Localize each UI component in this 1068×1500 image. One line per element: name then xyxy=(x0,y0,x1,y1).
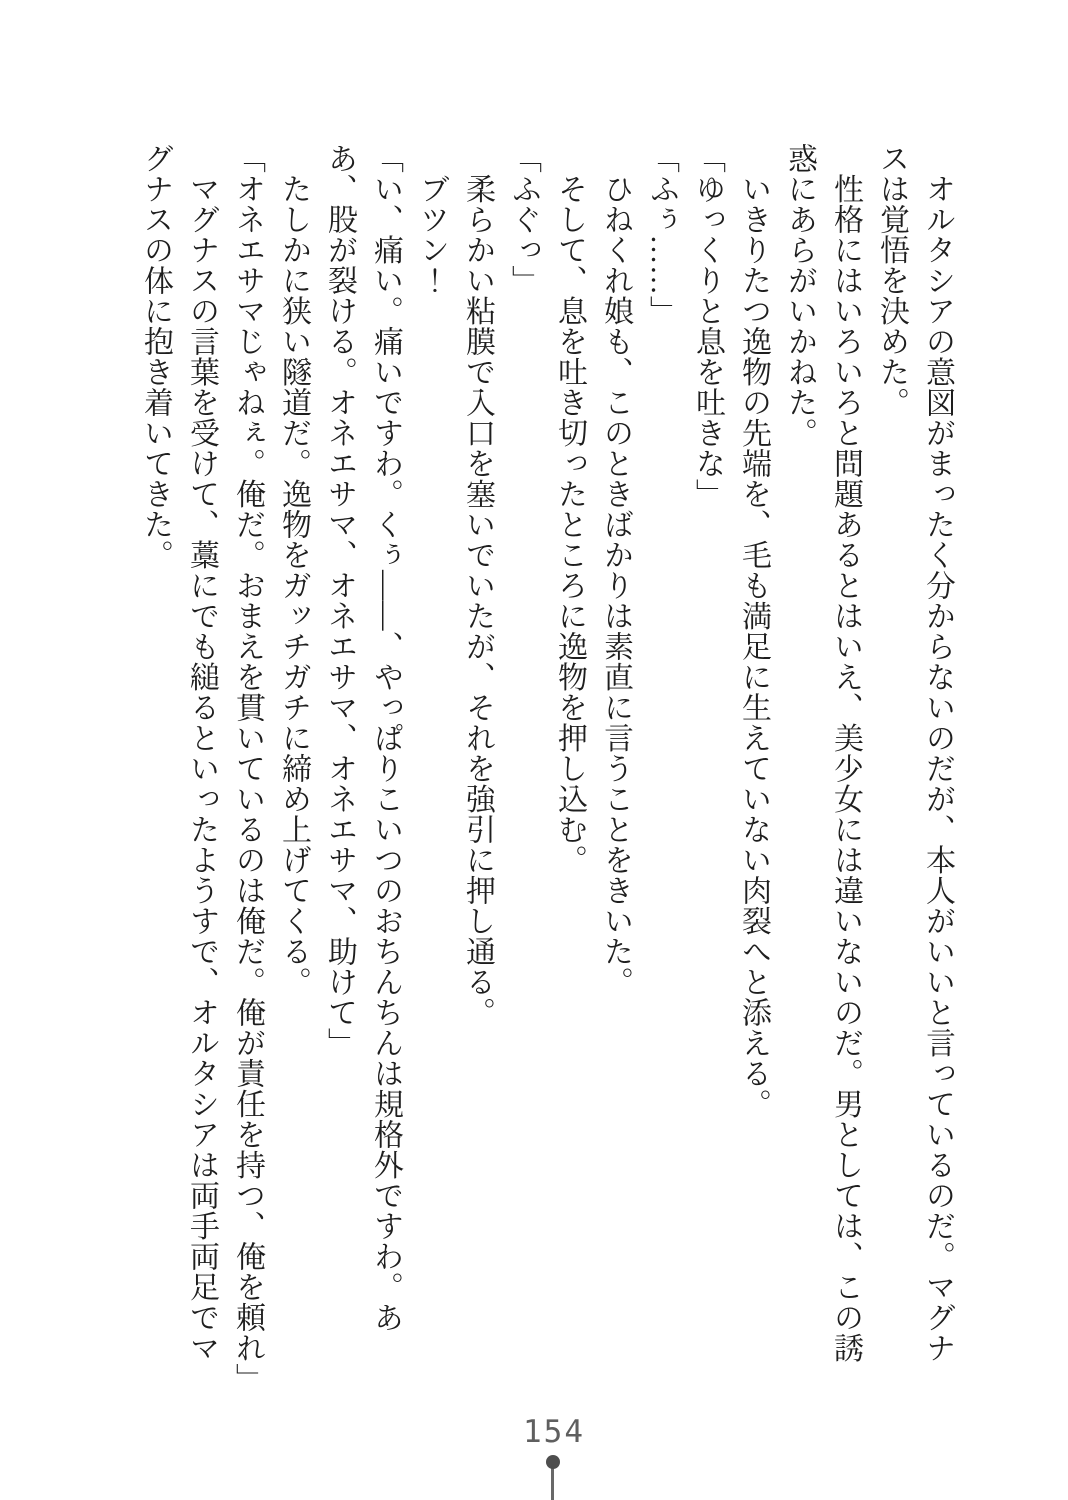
text-line: 「ふぐっ」 xyxy=(507,143,540,296)
page-number: 154 xyxy=(523,1414,585,1450)
text-line: 性格にはいろいろと問題あるとはいえ、美少女には違いないのだ。男としては、この誘 xyxy=(829,143,862,1363)
text-line: グナスの体に抱き着いてきた。 xyxy=(139,143,172,570)
text-line: いきりたつ逸物の先端を、毛も満足に生えていない肉裂へと添える。 xyxy=(737,143,770,1119)
text-line: オルタシアの意図がまったく分からないのだが、本人がいいと言っているのだ。マグナ xyxy=(921,143,954,1363)
text-line: 柔らかい粘膜で入口を塞いでいたが、それを強引に押し通る。 xyxy=(461,143,494,1028)
text-line: 「い、痛い。痛いですわ。くぅ――、やっぱりこいつのおちんちんは規格外ですわ。あ xyxy=(369,143,402,1333)
text-line: そして、息を吐き切ったところに逸物を押し込む。 xyxy=(553,143,586,875)
text-line: マグナスの言葉を受けて、藁にでも縋るといったようすで、オルタシアは両手両足でマ xyxy=(185,143,218,1363)
position-marker-line xyxy=(551,1464,554,1500)
text-line: 「オネエサマじゃねぇ。俺だ。おまえを貫いているのは俺だ。俺が責任を持つ、俺を頼れ」 xyxy=(231,143,264,1394)
text-line: スは覚悟を決めた。 xyxy=(875,143,908,418)
text-line: あ、股が裂ける。オネエサマ、オネエサマ、オネエサマ、助けて」 xyxy=(323,143,356,1058)
text-line: ブツン！ xyxy=(415,143,448,296)
text-line: ひねくれ娘も、このときばかりは素直に言うことをきいた。 xyxy=(599,143,632,997)
page-text xyxy=(132,143,960,1413)
text-line: 「ふぅ……」 xyxy=(645,143,678,326)
text-line: 惑にあらがいかねた。 xyxy=(783,143,816,448)
text-line: たしかに狭い隧道だ。逸物をガッチガチに締め上げてくる。 xyxy=(277,143,310,997)
text-line: 「ゆっくりと息を吐きな」 xyxy=(691,143,724,509)
